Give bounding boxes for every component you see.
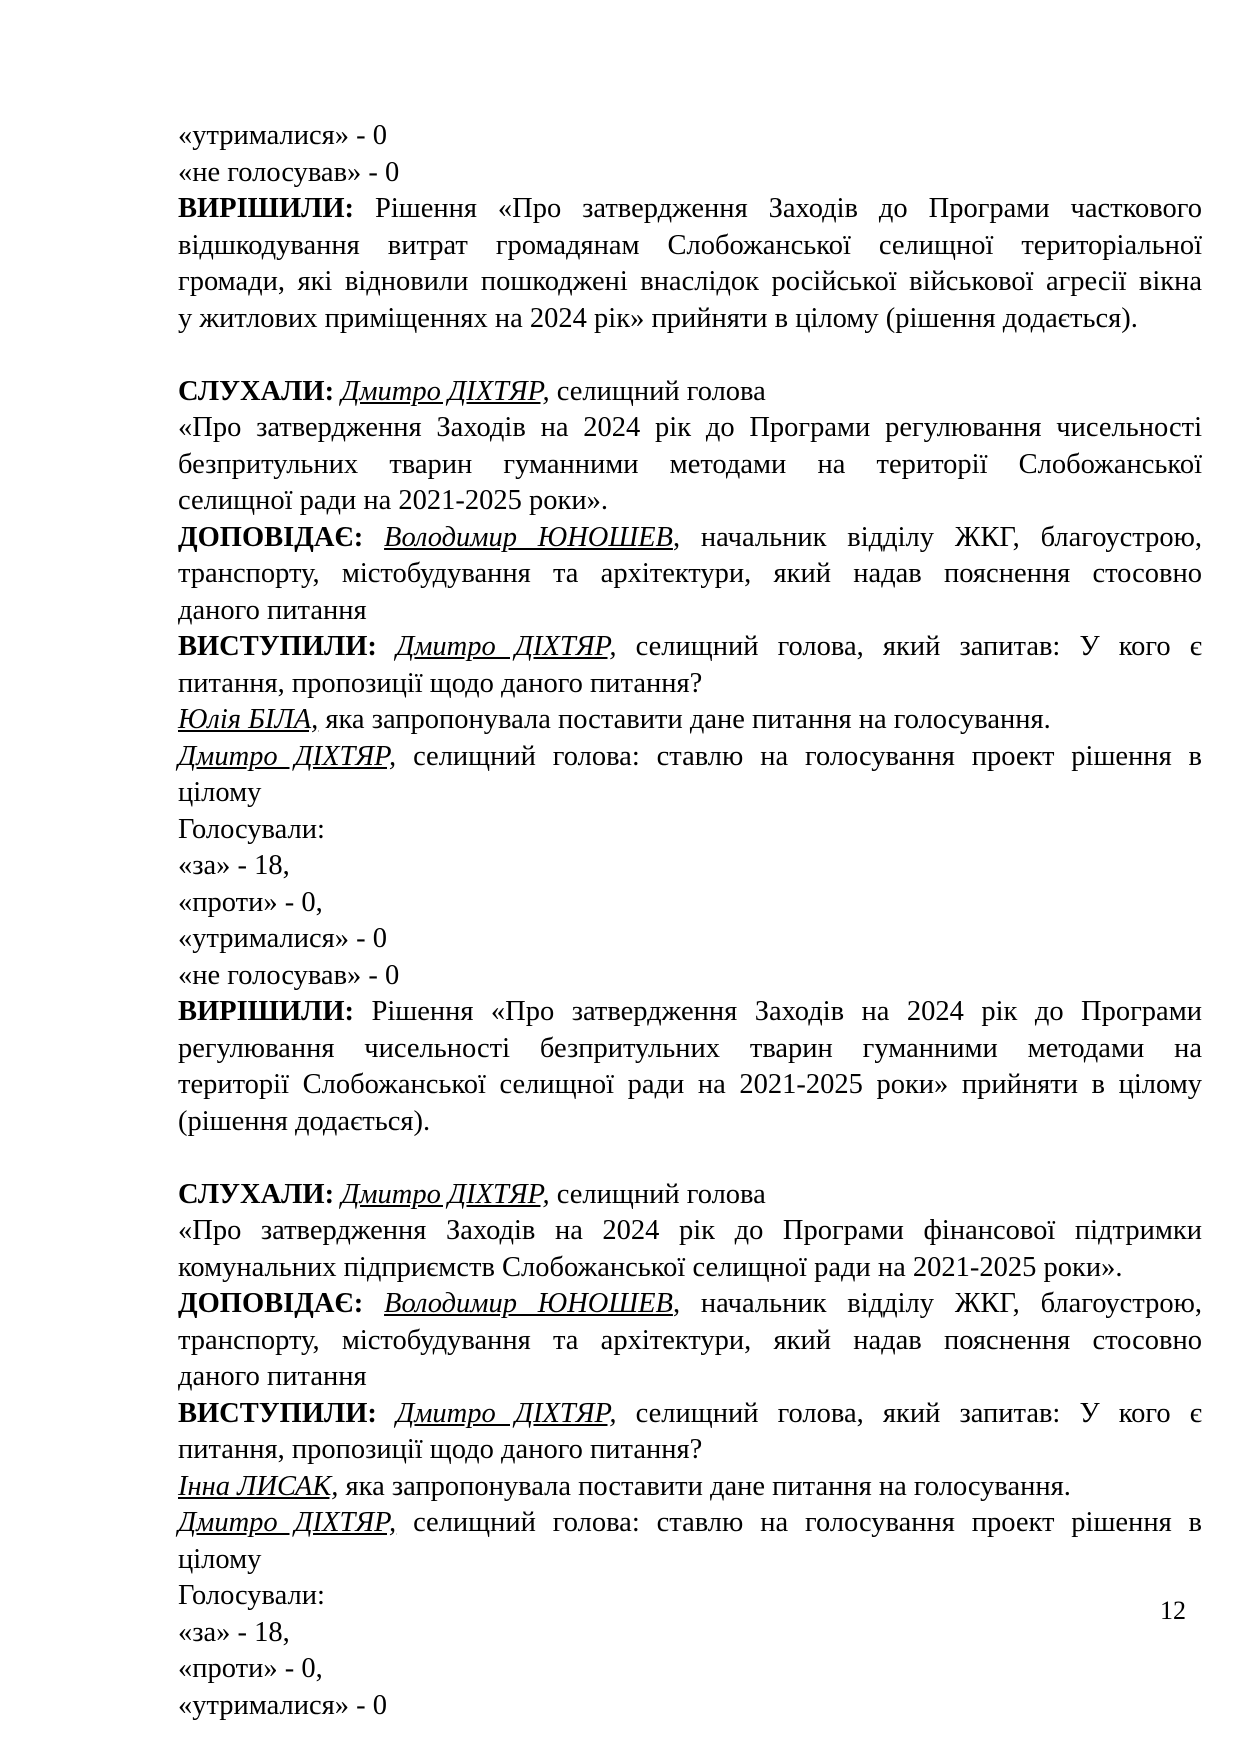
text-segment: яка запропонувала поставити дане питання на голосування. [318,704,1051,735]
text-line: «утрималися» - 0 [178,120,388,151]
text-line: «не голосував» - 0 [178,156,400,188]
text-line: регулювання чисельності безпритульних тварин гуманними методами на [178,1032,1202,1064]
text-segment: селищний голова [549,375,766,407]
section-label: СЛУХАЛИ: [178,1178,335,1210]
text-line [178,994,1202,1031]
text-line [178,1505,1202,1542]
text-line: відшкодування витрат громадянам Слобожанської селищної територіальної [178,229,1202,261]
text-segment: селищний голова: ставлю на голосування проект рішення в [396,1507,1203,1538]
text-line [178,374,1202,411]
text-line: Голосували: [178,813,325,845]
paragraph-gap [178,337,1202,374]
person-name: Дмитро ДІХТЯР, [341,1178,550,1210]
vote-line: «проти» - 0, [178,886,323,918]
vote-line: «проти» - 0, [178,1653,323,1684]
vote-line: «не голосував» - 0 [178,959,400,991]
person-name: Інна ЛИСАК, [178,1470,339,1502]
section-label: ВИРІШИЛИ: [178,193,355,224]
person-name: Володимир ЮНОШЕВ [384,521,673,553]
text-segment: яка запропонувала поставити дане питання на голосування. [338,1470,1071,1502]
text-segment: селищний голова, який запитав: У кого є [616,631,1203,662]
person-name: Володимир ЮНОШЕВ [384,1288,673,1319]
section-label: СЛУХАЛИ: [178,375,335,407]
document-page [178,118,1202,1724]
text-line [178,1177,1202,1214]
vote-line: «утрималися» - 0 [178,1689,388,1721]
text-line: у житлових приміщеннях на 2024 рік» прийняти в цілому (рішення додається). [178,302,1138,334]
text-segment: Рішення «Про затвердження Заходів на 2024 рік до Програми [354,996,1202,1027]
text-line: селищної ради на 2021-2025 роки». [178,485,609,516]
person-name: Юлія БІЛА, [178,704,319,735]
text-line: цілому [178,1543,262,1575]
text-segment: селищний голова: ставлю на голосування проект рішення в [396,740,1203,772]
text-line: даного питання [178,1361,367,1392]
text-line: питання, пропозиції щодо даного питання? [178,1434,703,1465]
person-name: Дмитро ДІХТЯР, [178,740,397,772]
text-line: громади, які відновили пошкоджені внаслідок російської військової агресії вікна [178,266,1202,297]
person-name: Дмитро ДІХТЯР, [396,1397,617,1429]
section-label: ВИСТУПИЛИ: [178,631,377,662]
person-name: Дмитро ДІХТЯР, [341,375,550,407]
section-label: ВИРІШИЛИ: [178,996,355,1027]
text-line: території Слобожанської селищної ради на 2021-2025 роки» прийняти в цілому [178,1069,1202,1100]
text-segment: селищний голова [549,1178,766,1210]
text-segment: , начальник відділу ЖКГ, благоустрою, [672,521,1202,553]
text-segment: селищний голова, який запитав: У кого є [616,1397,1203,1429]
text-line: цілому [178,777,262,808]
page-number: 12 [1160,1596,1186,1625]
text-segment: Рішення «Про затвердження Заходів до Програми часткового [354,193,1202,224]
text-line [178,191,1202,228]
text-line: комунальних підприємств Слобожанської селищної ради на 2021-2025 роки». [178,1251,1123,1283]
person-name: Дмитро ДІХТЯР, [178,1507,397,1538]
text-line [178,739,1202,776]
text-line [178,1286,1202,1323]
vote-line: «за» - 18, [178,850,290,881]
vote-line: «утрималися» - 0 [178,923,388,954]
text-line [178,1469,1202,1506]
text-line: (рішення додається). [178,1105,431,1137]
text-line: транспорту, містобудування та архітектури, який надав пояснення стосовно [178,558,1202,589]
person-name: Дмитро ДІХТЯР, [396,631,617,662]
text-segment: , начальник відділу ЖКГ, благоустрою, [672,1288,1202,1319]
text-line: транспорту, містобудування та архітектури, який надав пояснення стосовно [178,1324,1202,1356]
text-line [178,702,1202,739]
section-label: ДОПОВІДАЄ: [178,1288,364,1319]
text-line: «Про затвердження Заходів на 2024 рік до Програми фінансової підтримки [178,1215,1202,1246]
text-line: Голосували: [178,1580,325,1611]
section-label: ВИСТУПИЛИ: [178,1397,377,1429]
section-label: ДОПОВІДАЄ: [178,521,364,553]
paragraph-gap [178,1140,1202,1177]
text-line [178,1396,1202,1433]
text-line: «Про затвердження Заходів на 2024 рік до Програми регулювання чисельності [178,412,1202,443]
text-line: безпритульних тварин гуманними методами на території Слобожанської [178,448,1202,480]
vote-line: «за» - 18, [178,1616,290,1648]
text-line [178,520,1202,557]
text-line: даного питання [178,594,367,626]
text-line [178,629,1202,666]
text-line: питання, пропозиції щодо даного питання? [178,667,703,699]
